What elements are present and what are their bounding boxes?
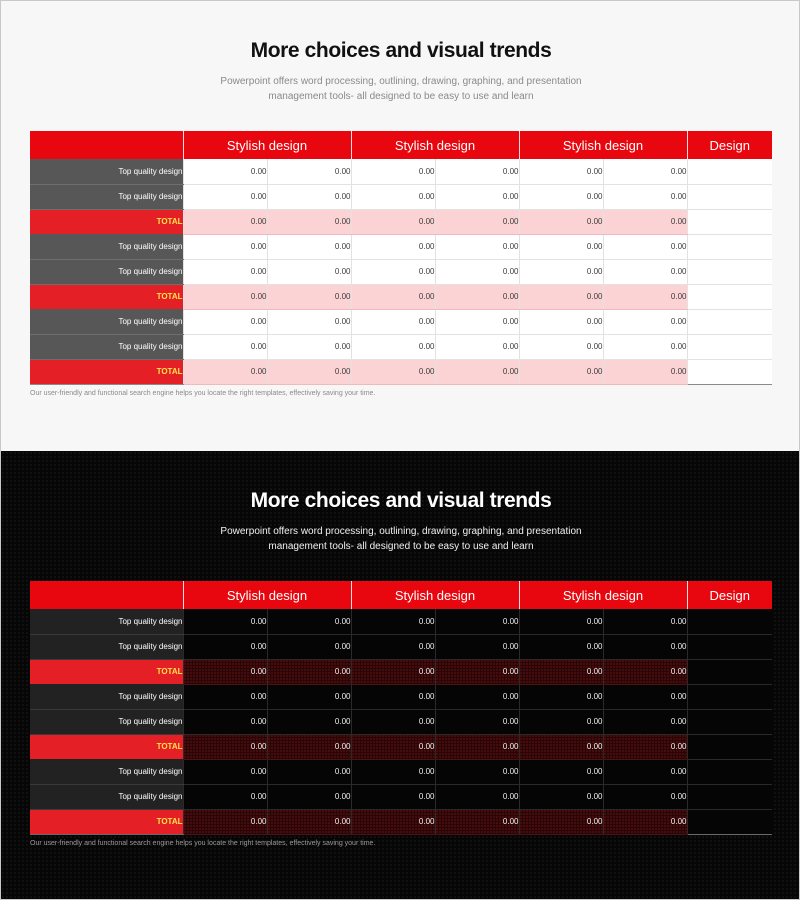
value-cell: 0.00 [183,809,267,834]
table-row [30,759,772,784]
value-cell: 0.00 [519,709,603,734]
value-cell: 0.00 [351,609,435,634]
subtitle-line: management tools- all designed to be easy to use and learn [268,541,534,552]
slide-title: More choices and visual trends [250,489,552,512]
value-cell: 0.00 [183,184,267,209]
value-cell: 0.00 [435,759,519,784]
empty-cell [687,634,772,659]
value-cell: 0.00 [435,709,519,734]
value-cell: 0.00 [435,609,519,634]
value-cell: 0.00 [183,684,267,709]
total-label: TOTAL [30,284,183,309]
total-row [30,209,772,234]
column-header: Stylish design [519,131,687,159]
value-cell: 0.00 [603,784,687,809]
empty-cell [687,209,772,234]
value-cell: 0.00 [267,634,351,659]
total-row [30,284,772,309]
value-cell: 0.00 [519,234,603,259]
value-cell: 0.00 [435,659,519,684]
value-cell: 0.00 [183,659,267,684]
total-label: TOTAL [30,809,183,834]
value-cell: 0.00 [603,609,687,634]
value-cell: 0.00 [603,334,687,359]
total-label: TOTAL [30,209,183,234]
empty-cell [687,609,772,634]
value-cell: 0.00 [603,709,687,734]
value-cell: 0.00 [351,359,435,384]
value-cell: 0.00 [519,209,603,234]
value-cell: 0.00 [351,734,435,759]
value-cell: 0.00 [435,809,519,834]
empty-cell [687,284,772,309]
value-cell: 0.00 [267,759,351,784]
value-cell: 0.00 [267,284,351,309]
table-row [30,634,772,659]
row-label: Top quality design [30,759,183,784]
value-cell: 0.00 [603,209,687,234]
value-cell: 0.00 [267,159,351,184]
value-cell: 0.00 [519,809,603,834]
table-row [30,259,772,284]
table-row [30,309,772,334]
value-cell: 0.00 [519,609,603,634]
value-cell: 0.00 [183,159,267,184]
total-row [30,359,772,384]
row-label: Top quality design [30,684,183,709]
value-cell: 0.00 [603,809,687,834]
empty-cell [687,159,772,184]
value-cell: 0.00 [267,359,351,384]
table-row [30,334,772,359]
value-cell: 0.00 [519,309,603,334]
row-label: Top quality design [30,259,183,284]
table-row [30,184,772,209]
column-header: Stylish design [519,581,687,609]
row-label: Top quality design [30,709,183,734]
value-cell: 0.00 [351,259,435,284]
subtitle-line: Powerpoint offers word processing, outlining, drawing, graphing, and presentation [220,526,582,537]
value-cell: 0.00 [267,609,351,634]
pricing-table [30,131,772,385]
value-cell: 0.00 [603,634,687,659]
value-cell: 0.00 [519,659,603,684]
value-cell: 0.00 [519,284,603,309]
value-cell: 0.00 [435,159,519,184]
value-cell: 0.00 [267,709,351,734]
value-cell: 0.00 [435,284,519,309]
header-row [30,131,772,159]
row-label: Top quality design [30,634,183,659]
value-cell: 0.00 [519,684,603,709]
value-cell: 0.00 [603,259,687,284]
value-cell: 0.00 [603,159,687,184]
value-cell: 0.00 [267,734,351,759]
value-cell: 0.00 [351,284,435,309]
value-cell: 0.00 [519,184,603,209]
value-cell: 0.00 [351,634,435,659]
subtitle-line: management tools- all designed to be easy to use and learn [268,91,534,102]
value-cell: 0.00 [267,684,351,709]
empty-cell [687,334,772,359]
empty-cell [687,309,772,334]
value-cell: 0.00 [183,784,267,809]
empty-cell [687,184,772,209]
total-label: TOTAL [30,359,183,384]
value-cell: 0.00 [435,334,519,359]
value-cell: 0.00 [603,684,687,709]
value-cell: 0.00 [435,634,519,659]
row-label: Top quality design [30,234,183,259]
row-label: Top quality design [30,784,183,809]
value-cell: 0.00 [267,209,351,234]
empty-cell [687,784,772,809]
value-cell: 0.00 [351,159,435,184]
value-cell: 0.00 [519,259,603,284]
total-row [30,809,772,834]
column-header: Stylish design [351,581,519,609]
slide-subtitle [201,74,601,104]
table-row [30,234,772,259]
value-cell: 0.00 [183,259,267,284]
empty-cell [687,359,772,384]
value-cell: 0.00 [183,334,267,359]
value-cell: 0.00 [519,159,603,184]
value-cell: 0.00 [435,209,519,234]
value-cell: 0.00 [435,309,519,334]
value-cell: 0.00 [603,234,687,259]
value-cell: 0.00 [435,684,519,709]
value-cell: 0.00 [267,259,351,284]
row-label: Top quality design [30,334,183,359]
header-corner-cell [30,131,183,159]
value-cell: 0.00 [603,284,687,309]
value-cell: 0.00 [435,734,519,759]
value-cell: 0.00 [603,759,687,784]
empty-cell [687,759,772,784]
row-label: Top quality design [30,184,183,209]
column-header: Stylish design [351,131,519,159]
value-cell: 0.00 [435,359,519,384]
value-cell: 0.00 [603,309,687,334]
value-cell: 0.00 [183,284,267,309]
empty-cell [687,259,772,284]
value-cell: 0.00 [603,659,687,684]
value-cell: 0.00 [351,209,435,234]
column-header: Design [687,581,772,609]
value-cell: 0.00 [183,209,267,234]
value-cell: 0.00 [351,684,435,709]
column-header: Stylish design [183,581,351,609]
empty-cell [687,684,772,709]
column-header: Stylish design [183,131,351,159]
total-label: TOTAL [30,734,183,759]
header-row [30,581,772,609]
value-cell: 0.00 [351,334,435,359]
value-cell: 0.00 [351,234,435,259]
value-cell: 0.00 [267,334,351,359]
slide-subtitle [201,524,601,554]
footnote: Our user-friendly and functional search engine helps you locate the right templates, effectively saving your time. [30,390,376,397]
value-cell: 0.00 [183,759,267,784]
header-corner-cell [30,581,183,609]
value-cell: 0.00 [183,234,267,259]
value-cell: 0.00 [267,809,351,834]
table-row [30,684,772,709]
empty-cell [687,709,772,734]
value-cell: 0.00 [435,784,519,809]
value-cell: 0.00 [183,734,267,759]
value-cell: 0.00 [351,184,435,209]
value-cell: 0.00 [351,309,435,334]
value-cell: 0.00 [267,234,351,259]
value-cell: 0.00 [519,634,603,659]
value-cell: 0.00 [183,709,267,734]
empty-cell [687,734,772,759]
value-cell: 0.00 [351,784,435,809]
dark-theme-slide [1,451,800,900]
value-cell: 0.00 [183,609,267,634]
column-header: Design [687,131,772,159]
value-cell: 0.00 [519,759,603,784]
value-cell: 0.00 [267,784,351,809]
empty-cell [687,659,772,684]
value-cell: 0.00 [519,359,603,384]
value-cell: 0.00 [351,659,435,684]
value-cell: 0.00 [351,759,435,784]
footnote: Our user-friendly and functional search engine helps you locate the right templates, effectively saving your time. [30,840,376,847]
value-cell: 0.00 [603,359,687,384]
value-cell: 0.00 [435,184,519,209]
value-cell: 0.00 [351,809,435,834]
empty-cell [687,809,772,834]
pricing-table [30,581,772,835]
value-cell: 0.00 [183,309,267,334]
subtitle-line: Powerpoint offers word processing, outlining, drawing, graphing, and presentation [220,76,582,87]
value-cell: 0.00 [267,659,351,684]
empty-cell [687,234,772,259]
table-row [30,609,772,634]
value-cell: 0.00 [519,784,603,809]
value-cell: 0.00 [183,634,267,659]
row-label: Top quality design [30,159,183,184]
value-cell: 0.00 [603,184,687,209]
total-label: TOTAL [30,659,183,684]
value-cell: 0.00 [519,734,603,759]
value-cell: 0.00 [603,734,687,759]
value-cell: 0.00 [267,184,351,209]
value-cell: 0.00 [435,234,519,259]
row-label: Top quality design [30,309,183,334]
value-cell: 0.00 [519,334,603,359]
total-row [30,734,772,759]
value-cell: 0.00 [435,259,519,284]
row-label: Top quality design [30,609,183,634]
slide-title: More choices and visual trends [250,39,552,62]
value-cell: 0.00 [351,709,435,734]
value-cell: 0.00 [183,359,267,384]
light-theme-slide [1,1,800,451]
table-row [30,159,772,184]
table-row [30,709,772,734]
table-row [30,784,772,809]
value-cell: 0.00 [267,309,351,334]
total-row [30,659,772,684]
